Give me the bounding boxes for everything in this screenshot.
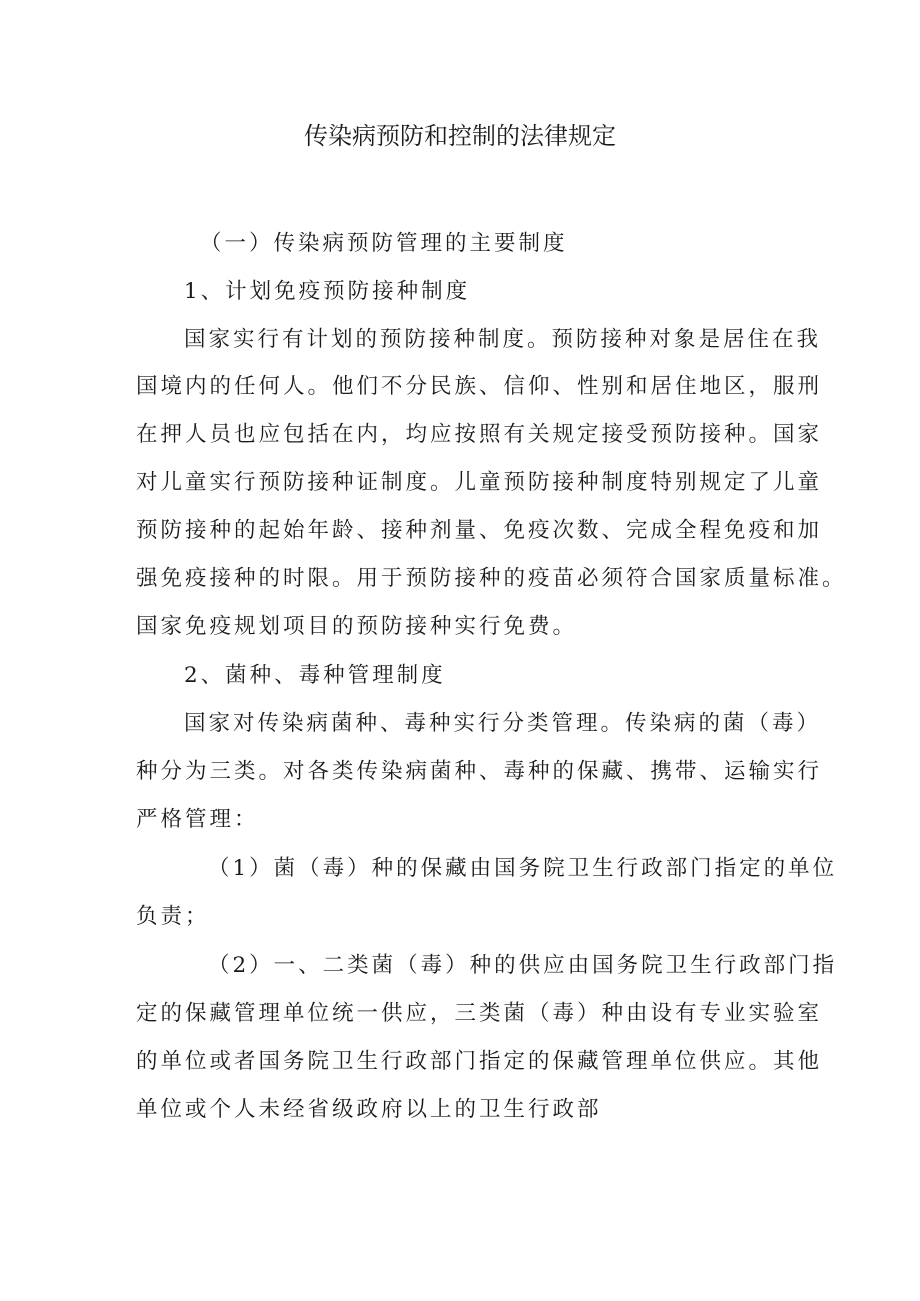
list-item-line: 定的保藏管理单位统一供应，三类菌（毒）种由设有专业实验室 xyxy=(136,1001,823,1026)
list-item-line: 负责； xyxy=(136,904,210,929)
list-item-line: （1）菌（毒）种的保藏由国务院卫生行政部门指定的单位 xyxy=(208,856,838,881)
subsection-heading: 2、菌种、毒种管理制度 xyxy=(184,663,446,688)
paragraph-line: 严格管理： xyxy=(136,807,259,832)
paragraph-line: 国境内的任何人。他们不分民族、信仰、性别和居住地区，服刑 xyxy=(136,374,823,399)
paragraph-line: 预防接种的起始年龄、接种剂量、免疫次数、完成全程免疫和加 xyxy=(136,518,823,543)
list-item-line: 的单位或者国务院卫生行政部门指定的保藏管理单位供应。其他 xyxy=(136,1049,823,1074)
paragraph-line: 在押人员也应包括在内，均应按照有关规定接受预防接种。国家 xyxy=(136,422,823,447)
paragraph-line: 种分为三类。对各类传染病菌种、毒种的保藏、携带、运输实行 xyxy=(136,759,823,784)
paragraph-line: 对儿童实行预防接种证制度。儿童预防接种制度特别规定了儿童 xyxy=(136,470,823,495)
section-heading: （一）传染病预防管理的主要制度 xyxy=(200,231,568,256)
subsection-heading: 1、计划免疫预防接种制度 xyxy=(184,279,471,304)
paragraph-line: 强免疫接种的时限。用于预防接种的疫苗必须符合国家质量标准。 xyxy=(136,566,847,591)
paragraph-line: 国家实行有计划的预防接种制度。预防接种对象是居住在我 xyxy=(184,327,822,352)
document-title: 传染病预防和控制的法律规定 xyxy=(304,122,616,150)
list-item-line: 单位或个人未经省级政府以上的卫生行政部 xyxy=(136,1097,602,1122)
paragraph-line: 国家对传染病菌种、毒种实行分类管理。传染病的菌（毒） xyxy=(184,711,822,736)
list-item-line: （2）一、二类菌（毒）种的供应由国务院卫生行政部门指 xyxy=(208,953,838,978)
paragraph-line: 国家免疫规划项目的预防接种实行免费。 xyxy=(136,614,578,639)
